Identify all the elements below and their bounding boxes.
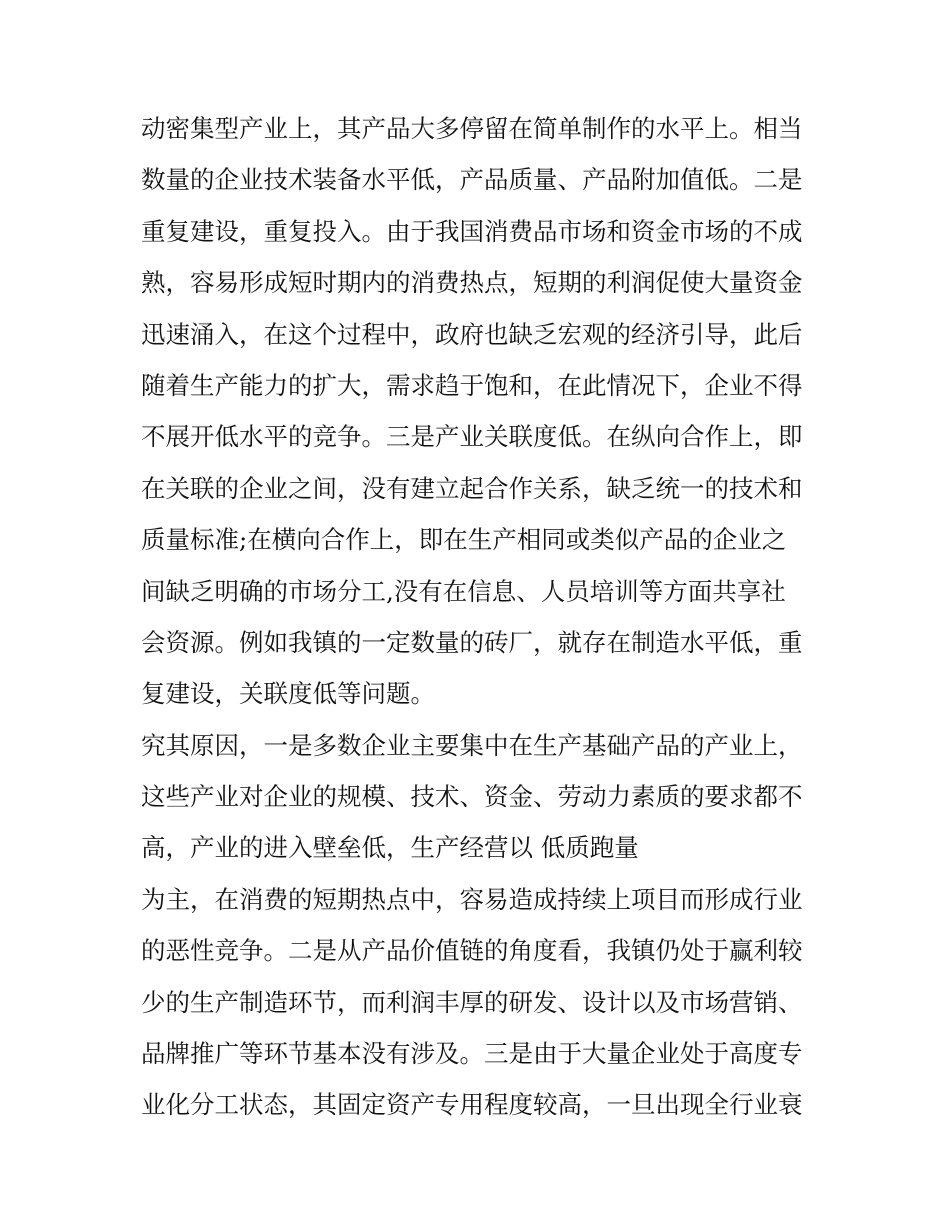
text-line: 数量的企业技术装备水平低，产品质量、产品附加值低。二是 — [141, 165, 803, 195]
text-line: 高，产业的进入壁垒低，生产经营以 低质跑量 — [141, 833, 639, 863]
text-line: 随着生产能力的扩大，需求趋于饱和，在此情况下，企业不得 — [141, 370, 803, 400]
text-line: 品牌推广等环节基本没有涉及。三是由于大量企业处于高度专 — [141, 1039, 803, 1069]
text-line: 这些产业对企业的规模、技术、资金、劳动力素质的要求都不 — [141, 782, 803, 812]
text-line: 质量标准;在横向合作上，即在生产相同或类似产品的企业之 — [141, 525, 787, 555]
text-line: 少的生产制造环节，而利润丰厚的研发、设计以及市场营销、 — [141, 987, 803, 1017]
text-line: 重复建设，重复投入。由于我国消费品市场和资金市场的不成 — [141, 216, 803, 246]
text-line: 业化分工状态，其固定资产专用程度较高，一旦出现全行业衰 — [141, 1090, 803, 1120]
text-line: 在关联的企业之间，没有建立起合作关系，缺乏统一的技术和 — [141, 473, 803, 503]
text-line: 的恶性竞争。二是从产品价值链的角度看，我镇仍处于赢利较 — [141, 936, 803, 966]
text-line: 为主，在消费的短期热点中，容易造成持续上项目而形成行业 — [141, 884, 803, 914]
body-text — [141, 109, 821, 1137]
text-line: 间缺乏明确的市场分工,没有在信息、人员培训等方面共享社 — [141, 576, 786, 606]
text-line: 不展开低水平的竞争。三是产业关联度低。在纵向合作上，即 — [141, 422, 803, 452]
text-line: 迅速涌入，在这个过程中，政府也缺乏宏观的经济引导，此后 — [141, 319, 803, 349]
text-line: 会资源。例如我镇的一定数量的砖厂，就存在制造水平低，重 — [141, 627, 803, 657]
text-line: 熟，容易形成短时期内的消费热点，短期的利润促使大量资金 — [141, 268, 803, 298]
text-line: 复建设，关联度低等问题。 — [141, 679, 435, 709]
text-line: 动密集型产业上，其产品大多停留在简单制作的水平上。相当 — [141, 114, 803, 143]
paragraph-start-line: 究其原因，一是多数企业主要集中在生产基础产品的产业上， — [141, 730, 803, 760]
